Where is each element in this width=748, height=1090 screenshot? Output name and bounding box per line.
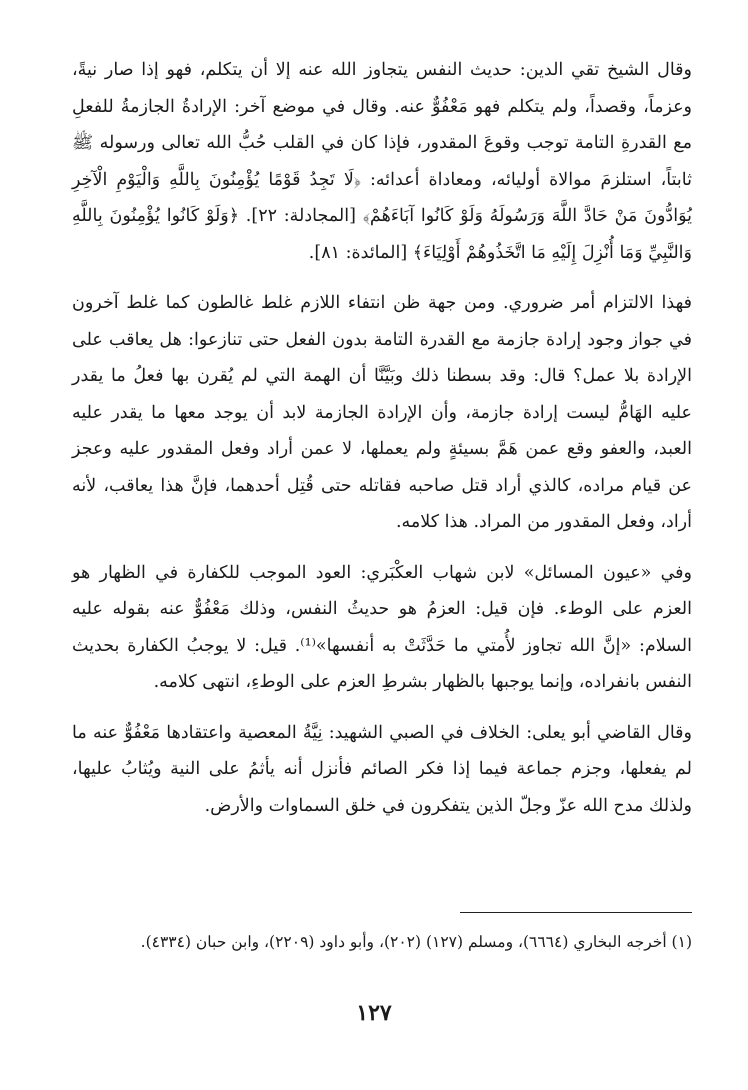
page-body bbox=[72, 52, 692, 824]
footnote: (١) أخرجه البخاري (٦٦٦٤)، ومسلم (١٢٧) (٢٠٢)، وأبو داود (٢٢٠٩)، وابن حبان (٤٣٣٤). bbox=[140, 933, 692, 951]
paragraph-uyun-al-masail: وفي «عيون المسائل» لابن شهاب العكْبَري: العود الموجب للكفارة في الظهار هو العزم على الوطء. فإن قيل: العزمُ هو حديثُ النفس، وذلك مَعْفُوٌّ عنه بقوله عليه السلام: «إنَّ الله تجاوز لأُمتي ما حَدَّثَتْ به أنفسها»⁽¹⁾. قيل: لا يوجبُ الكفارة بحديث النفس بانفراده، وإنما يوجبها بالظهار بشرطِ العزم على الوطءِ، انتهى كلامه. bbox=[72, 562, 693, 692]
paragraph-qadi-abu-yala: وقال القاضي أبو يعلى: الخلاف في الصبي الشهيد: نِيَّةُ المعصية واعتقادها مَعْفُوٌّ عنه ما لم يفعلها، وجزم جماعة فيما إذا فكر الصائم فأنزل أنه يأثمُ على النية ويُثابُ عليها، ولذلك مدح الله عزّ وجلّ الذين يتفكرون في خلق السماوات والأرض. bbox=[72, 722, 692, 816]
paragraph-necessary-implication: فهذا الالتزام أمر ضروري. ومن جهة ظن انتفاء اللازم غلط غالطون كما غلط آخرون في جواز وجود إرادة جازمة مع القدرة التامة بدون الفعل حتى تنازعوا: هل يعاقب على الإرادة بلا عمل؟ قال: وقد بسطنا ذلك وبَيَّنَّا أن الهمة التي لم يُقرن بها فعلُ ما يقدر عليه الهَامُّ ليست إرادة جازمة، وأن الإرادة الجازمة لابد أن يوجد معها ما يقدر عليه العبد، والعفو وقع عمن هَمَّ بسيئةٍ ولم يعملها، لا عمن أراد وفعل المقدور عليه وعجز عن قيام مراده، كالذي أراد قتل صاحبه فقاتله حتى قُتِل أحدهما، فإنَّ هذا يعاقب، لأنه أراد، وفعل المقدور من المراد. هذا كلامه. bbox=[72, 293, 692, 532]
page-number: ١٢٧ bbox=[356, 1000, 392, 1026]
paragraph-sheikh-taqi-al-din: وقال الشيخ تقي الدين: حديث النفس يتجاوز الله عنه إلا أن يتكلم، فهو إذا صار نيةً، وعزماً، وقصداً، ولم يتكلم فهو مَعْفُوٌّ عنه. وقال في موضع آخر: الإرادةُ الجازمةُ للفعلِ مع القدرةِ التامة توجب وقوعَ المقدور، فإذا كان في القلب حُبُّ الله تعالى ورسوله ﷺ ثابتاً، استلزمَ موالاة أوليائه، ومعاداة أعدائه: ﴿لَا تَجِدُ قَوْمًا يُؤْمِنُونَ بِاللَّهِ وَالْيَوْمِ الْآخِرِ يُوَادُّونَ مَنْ حَادَّ اللَّهَ وَرَسُولَهُ وَلَوْ كَانُوا آبَاءَهُمْ﴾ [المجادلة: ٢٢]. ﴿وَلَوْ كَانُوا يُؤْمِنُونَ بِاللَّهِ وَالنَّبِيِّ وَمَا أُنْزِلَ إِلَيْهِ مَا اتَّخَذُوهُمْ أَوْلِيَاءَ﴾ [المائدة: ٨١]. bbox=[72, 60, 692, 263]
footnote-divider bbox=[460, 912, 692, 913]
